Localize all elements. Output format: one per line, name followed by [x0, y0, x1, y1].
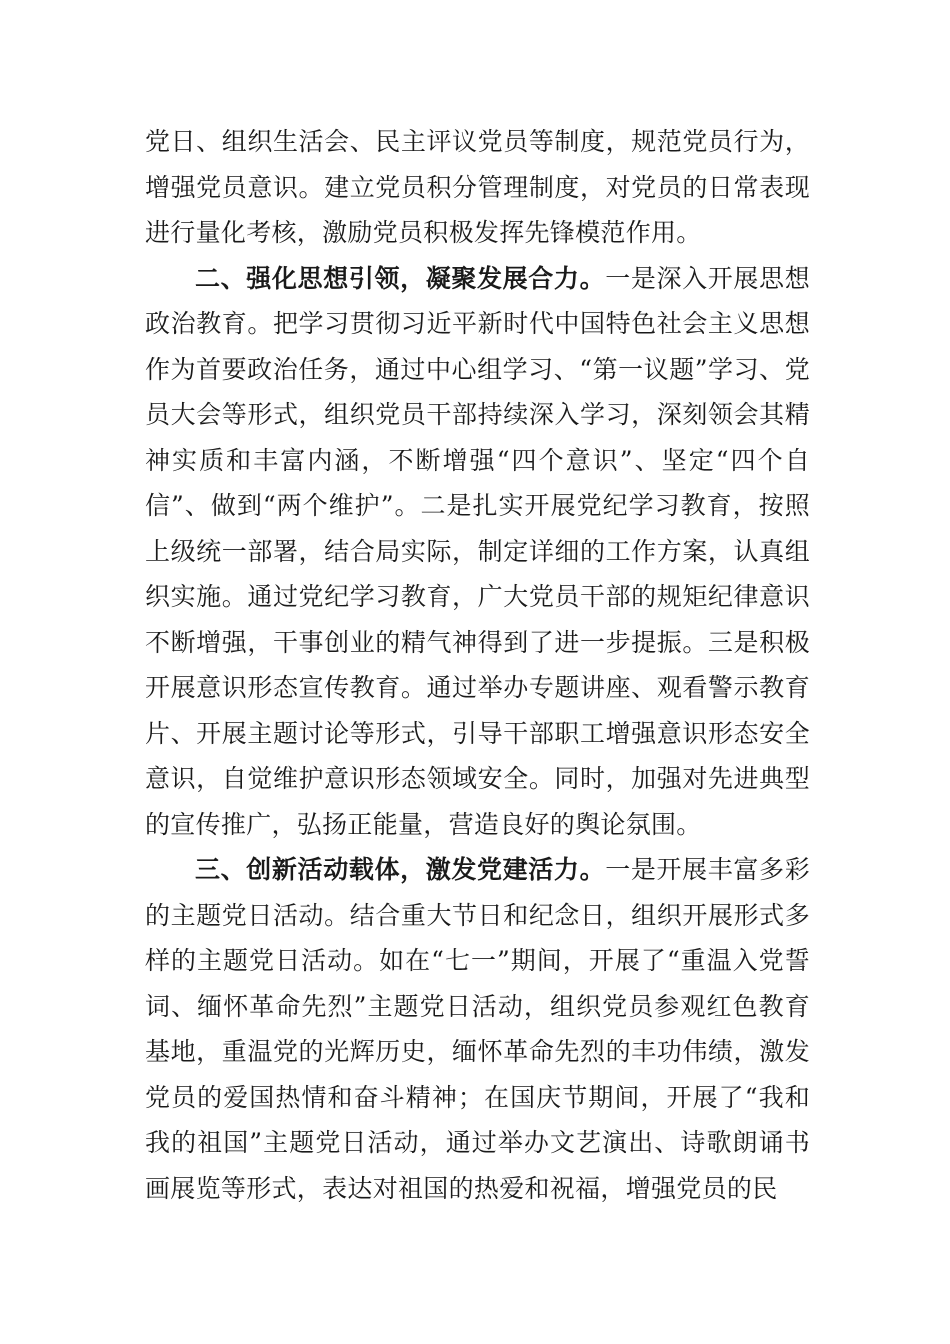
paragraph-body: 党日、组织生活会、民主评议党员等制度，规范党员行为，增强党员意识。建立党员积分管理制度，对党员的日常表现进行量化考核，激励党员积极发挥先锋模范作用。: [145, 127, 810, 247]
section-heading: 二、强化思想引领，凝聚发展合力。: [195, 263, 606, 293]
paragraph-section-2: [145, 256, 810, 848]
document-body: [145, 119, 810, 1211]
paragraph-continuation: [145, 119, 810, 256]
section-heading: 三、创新活动载体，激发党建活力。: [195, 855, 606, 884]
paragraph-section-3: [145, 847, 810, 1211]
paragraph-body: 一是深入开展思想政治教育。把学习贯彻习近平新时代中国特色社会主义思想作为首要政治任务，通过中心组学习、“第一议题”学习、党员大会等形式，组织党员干部持续深入学习，深刻领会其精神实质和丰富内涵，不断增强“四个意识”、坚定“四个自信”、做到“两个维护”。二是扎实开展党纪学习教育，按照上级统一部署，结合局实际，制定详细的工作方案，认真组织实施。通过党纪学习教育，广大党员干部的规矩纪律意识不断增强，干事创业的精气神得到了进一步提振。三是积极开展意识形态宣传教育。通过举办专题讲座、观看警示教育片、开展主题讨论等形式，引导干部职工增强意识形态安全意识，自觉维护意识形态领域安全。同时，加强对先进典型的宣传推广，弘扬正能量，营造良好的舆论氛围。: [145, 263, 810, 839]
paragraph-body: 一是开展丰富多彩的主题党日活动。结合重大节日和纪念日，组织开展形式多样的主题党日活动。如在“七一”期间，开展了“重温入党誓词、缅怀革命先烈”主题党日活动，组织党员参观红色教育基地，重温党的光辉历史，缅怀革命先烈的丰功伟绩，激发党员的爱国热情和奋斗精神；在国庆节期间，开展了“我和我的祖国”主题党日活动，通过举办文艺演出、诗歌朗诵书画展览等形式，表达对祖国的热爱和祝福，增强党员的民: [145, 855, 810, 1203]
